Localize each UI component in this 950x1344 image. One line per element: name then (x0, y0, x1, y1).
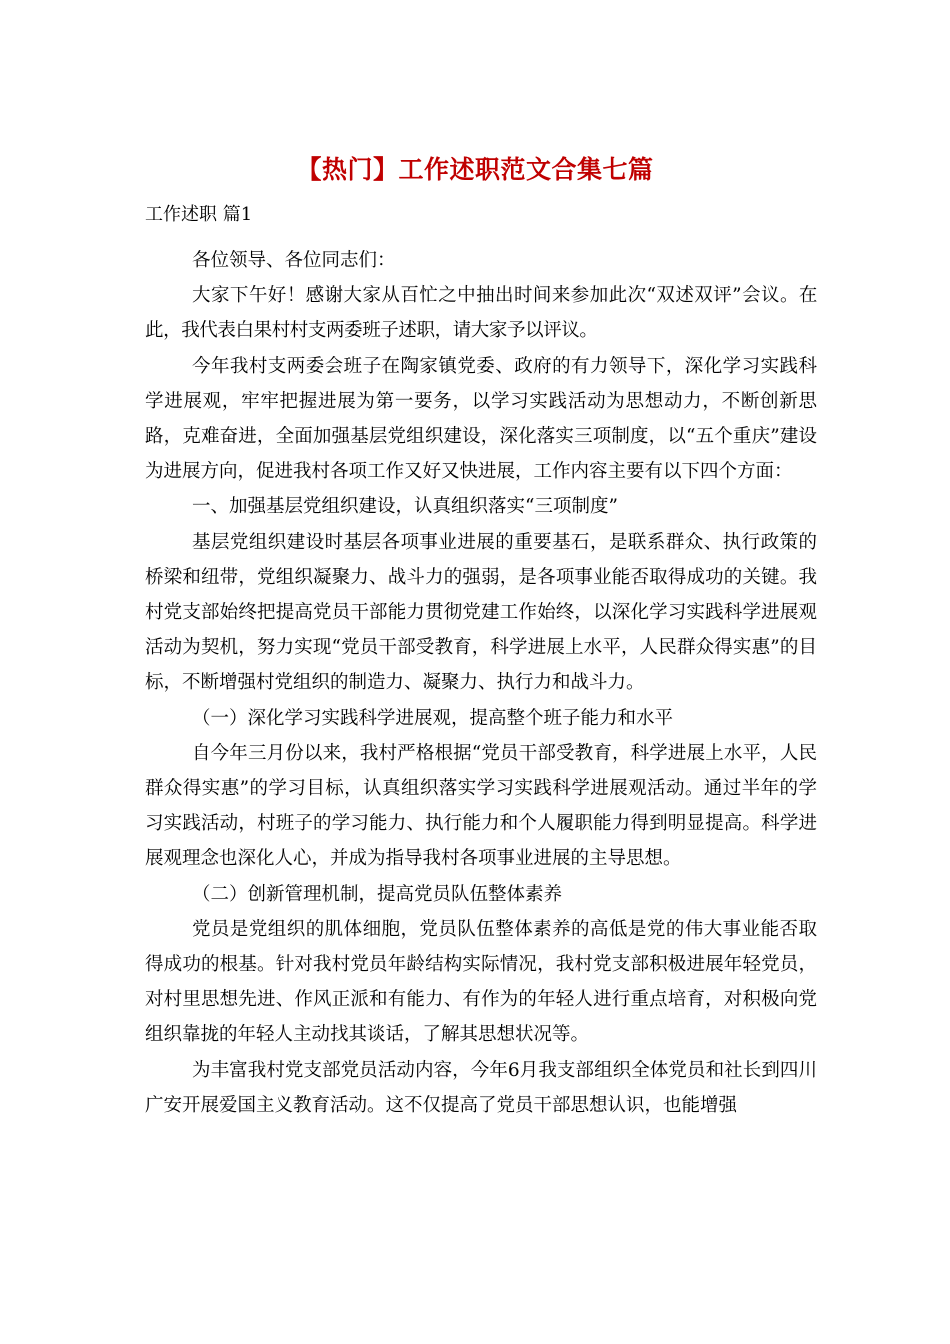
heading-section-1: 一、加强基层党组织建设，认真组织落实“三项制度” (192, 496, 618, 518)
document-body (145, 243, 817, 1123)
paragraph-opening: 大家下午好！感谢大家从百忙之中抽出时间来参加此次“双述双评”会议。在此，我代表白果村村支两委班子述职，请大家予以评议。 (145, 285, 817, 342)
paragraph-party-building: 基层党组织建设时基层各项事业进展的重要基石，是联系群众、执行政策的桥梁和纽带，党组织凝聚力、战斗力的强弱，是各项事业能否取得成功的关键。我村党支部始终把提高党员干部能力贯彻党建工作始终，以深化学习实践科学进展观活动为契机，努力实现“党员干部受教育，科学进展上水平，人民群众得实惠”的目标，不断增强村党组织的制造力、凝聚力、执行力和战斗力。 (145, 531, 817, 694)
paragraph-overview: 今年我村支两委会班子在陶家镇党委、政府的有力领导下，深化学习实践科学进展观，牢牢把握进展为第一要务，以学习实践活动为思想动力，不断创新思路，克难奋进，全面加强基层党组织建设，深化落实三项制度，以“五个重庆”建设为进展方向，促进我村各项工作又好又快进展，工作内容主要有以下四个方面： (145, 355, 817, 483)
paragraph-greeting: 各位领导、各位同志们： (192, 250, 396, 271)
paragraph-study-practice: 自今年三月份以来，我村严格根据“党员干部受教育，科学进展上水平，人民群众得实惠”的学习目标，认真组织落实学习实践科学进展观活动。通过半年的学习实践活动，村班子的学习能力、执行能力和个人履职能力得到明显提高。科学进展观理念也深化人心，并成为指导我村各项事业进展的主导思想。 (145, 742, 817, 870)
heading-subsection-2: （二）创新管理机制，提高党员队伍整体素养 (192, 883, 563, 905)
heading-subsection-1: （一）深化学习实践科学进展观，提高整个班子能力和水平 (192, 707, 674, 729)
document-title: 【热门】工作述职范文合集七篇 (296, 155, 654, 184)
paragraph-activities: 为丰富我村党支部党员活动内容，今年6月我支部组织全体党员和社长到四川广安开展爱国主义教育活动。这不仅提高了党员干部思想认识，也能增强 (145, 1059, 817, 1116)
paragraph-party-members: 党员是党组织的肌体细胞，党员队伍整体素养的高低是党的伟大事业能否取得成功的根基。针对我村党员年龄结构实际情况，我村党支部积极进展年轻党员，对村里思想先进、作风正派和有能力、有作为的年轻人进行重点培育，对积极向党组织靠拢的年轻人主动找其谈话，了解其思想状况等。 (145, 918, 817, 1046)
section-label: 工作述职 篇1 (145, 204, 253, 225)
